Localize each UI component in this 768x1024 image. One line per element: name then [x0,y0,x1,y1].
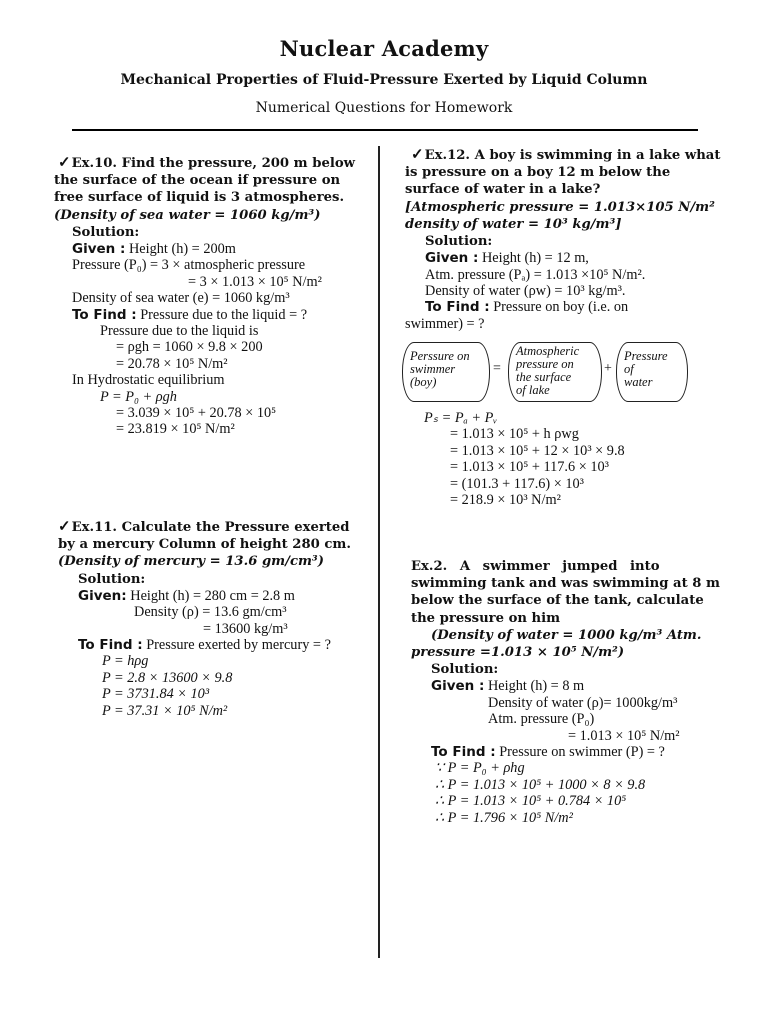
ex2-line: ∴ P = 1.013 × 10⁵ + 1000 × 8 × 9.8 [435,776,646,793]
ex2-line: Height (h) = 8 m [487,678,585,695]
ex12-working-line: = 1.013 × 10⁵ + h ρwg [450,426,579,443]
ex10-line: Pressure due to the liquid is [100,323,259,340]
page-note: Numerical Questions for Homework [255,100,513,116]
ex12-given-note: density of water = 10³ kg/m³] [405,216,622,232]
ex12-line: Density of water (ρw) = 10³ kg/m³. [425,283,626,300]
example-2 [411,558,720,826]
diagram-text: swimmer [410,362,456,376]
ex2-line: = 1.013 × 10⁵ N/m² [568,727,680,744]
ex10-line: = 23.819 × 10⁵ N/m² [116,421,235,438]
ex2-line: ∴ P = 1.013 × 10⁵ + 0.784 × 10⁵ [435,793,627,810]
page-title: Nuclear Academy [279,36,489,61]
diagram-text: (boy) [410,375,437,389]
ex10-line: Pressure due to the liquid = ? [140,306,308,323]
diagram-text: the surface [516,370,572,384]
ex10-line: = 3 × 1.013 × 10⁵ N/m² [188,273,322,290]
tick-mark-icon: ✓ [58,517,71,535]
to-find-label: To Find : [78,637,143,654]
given-label: Given : [431,678,485,695]
ex11-question-line: Ex.11. Calculate the Pressure exerted [71,520,350,535]
ex12-given-note: [Atmospheric pressure = 1.013×105 N/m² [405,199,715,215]
tick-mark-icon: ✓ [58,153,71,171]
given-label: Given: [78,587,127,604]
ex11-solution-label: Solution: [78,571,146,587]
ex2-line: ∴ P = 1.796 × 10⁵ N/m² [435,809,573,826]
diagram-text: Pressure [624,349,668,363]
ex12-working-line: = 1.013 × 10⁵ + 12 × 10³ × 9.8 [450,442,625,459]
ex10-line: Density of sea water (e) = 1060 kg/m³ [72,290,290,307]
ex2-line: Density of water (ρ)= 1000kg/m³ [488,694,678,711]
example-11 [58,518,370,719]
ex10-line: = 3.039 × 10⁵ + 20.78 × 10⁵ [116,405,277,422]
ex2-line: Atm. pressure (P₀) [488,711,595,728]
ex11-line: = 13600 kg/m³ [203,620,288,637]
to-find-label: To Find : [425,299,490,316]
ex12-line: swimmer) = ? [405,315,485,332]
equals-sign: = [493,361,501,376]
ex11-line: P = 37.31 × 10⁵ N/m² [102,702,228,719]
diagram-text: pressure on [516,357,574,371]
ex11-line: Density (ρ) = 13.6 gm/cm³ [134,604,287,621]
ex2-question-line: below the surface of the tank, calculate [411,593,704,609]
ex12-working-line: = 1.013 × 10⁵ + 117.6 × 10³ [450,459,609,476]
ex12-working-line: = (101.3 + 117.6) × 10³ [450,475,584,492]
diagram-text: Atmospheric [516,344,580,358]
diagram-text: water [624,375,653,389]
ex11-density-note: (Density of mercury = 13.6 gm/cm³) [58,554,324,570]
example-12 [405,145,721,332]
ex10-solution-label: Solution: [72,224,140,240]
ex10-line: In Hydrostatic equilibrium [72,372,225,389]
ex12-working-line: Pₛ = Pₐ + Pᵥ [424,410,498,426]
diagram-text: Perssure on [410,349,470,363]
ex10-question-line: free surface of liquid is 3 atmospheres. [54,190,345,206]
ex10-question-line: Ex.10. Find the pressure, 200 m below [71,156,355,171]
ex2-solution-label: Solution: [431,662,499,678]
plus-sign: + [604,361,612,376]
ex2-given-note: (Density of water = 1000 kg/m³ Atm. [431,627,702,643]
ex11-line: Height (h) = 280 cm = 2.8 m [130,587,295,604]
to-find-label: To Find : [72,306,137,323]
ex10-density-note: (Density of sea water = 1060 kg/m³) [54,207,321,223]
ex11-line: P = hρg [102,653,149,670]
column-divider [378,146,380,958]
tick-mark-icon: ✓ [411,145,424,163]
ex10-line: = 20.78 × 10⁵ N/m² [116,355,228,372]
ex12-line: Pressure on boy (i.e. on [493,299,629,316]
page-subtitle: Mechanical Properties of Fluid-Pressure Exerted by Liquid Column [120,72,648,88]
ex12-question-line: surface of water in a lake? [405,182,601,198]
example-10 [54,153,370,438]
ex12-question-line: is pressure on a boy 12 m below the [405,165,671,181]
ex12-line: Atm. pressure (Pₐ) = 1.013 ×10⁵ N/m². [425,266,646,283]
diagram-text: of lake [516,383,550,397]
ex2-question-line: swimming tank and was swimming at 8 m [411,576,720,592]
ex2-line: ∵ P = P₀ + ρhg [435,760,525,777]
ex12-line: Height (h) = 12 m, [481,250,589,267]
ex2-question-line: the pressure on him [411,610,561,626]
ex11-line: P = 3731.84 × 10³ [102,686,210,703]
ex10-question-line: the surface of the ocean if pressure on [54,173,341,189]
pressure-relation-diagram [402,342,702,404]
diagram-text: of [624,362,634,376]
ex10-line: Height (h) = 200m [128,241,236,258]
ex12-solution-label: Solution: [425,234,493,250]
ex11-line: P = 2.8 × 13600 × 9.8 [102,669,233,686]
to-find-label: To Find : [431,744,496,761]
ex12-working-line: = 218.9 × 10³ N/m² [450,492,561,509]
given-label: Given : [72,241,126,258]
ex11-question-line: by a mercury Column of height 280 cm. [58,537,351,553]
example-12-working [424,410,714,508]
ex10-line: = ρgh = 1060 × 9.8 × 200 [116,339,263,356]
ex2-given-note: pressure =1.013 × 10⁵ N/m²) [411,645,625,661]
ex11-line: Pressure exerted by mercury = ? [146,637,331,654]
ex2-line: Pressure on swimmer (P) = ? [499,744,665,761]
header-divider [72,129,698,131]
ex10-line: P = P₀ + ρgh [100,388,177,405]
ex12-question-line: Ex.12. A boy is swimming in a lake what [424,148,721,163]
ex10-line: Pressure (P₀) = 3 × atmospheric pressure [72,257,306,274]
ex2-question-line: Ex.2. A swimmer jumped into [411,559,660,574]
given-label: Given : [425,250,479,267]
